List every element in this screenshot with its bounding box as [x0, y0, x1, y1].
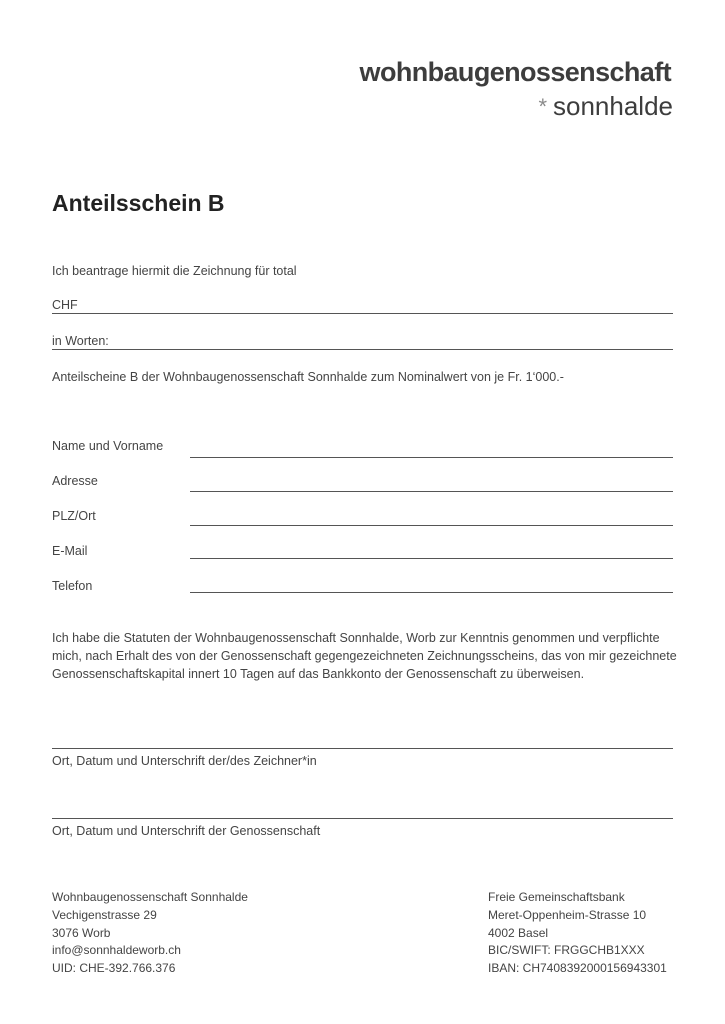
signature-coop-line[interactable]	[52, 818, 673, 819]
chf-label: CHF	[52, 298, 78, 312]
field-name-input[interactable]	[190, 457, 673, 458]
field-label-email: E-Mail	[52, 544, 88, 558]
shares-text: Anteilscheine B der Wohnbaugenossenschaft Sonnhalde zum Nominalwert von je Fr. 1‘000.-	[52, 370, 564, 384]
footer-city: 3076 Worb	[52, 925, 111, 940]
field-email-input[interactable]	[190, 558, 673, 559]
footer-bank-iban: IBAN: CH7408392000156943301	[488, 961, 667, 976]
statement-paragraph: Ich habe die Statuten der Wohnbaugenossenschaft Sonnhalde, Worb zur Kenntnis genommen und verpflichte mich, nach Erhalt des von der Genossenschaft gegengezeichneten Zeichnungsscheins, das von mir gezeichnete Genossenschaftskapital innert 10 Tagen auf das Bankkonto der Genossenschaft zu überweisen.	[52, 631, 677, 681]
signature-coop-label: Ort, Datum und Unterschrift der Genossenschaft	[52, 824, 321, 838]
field-label-phone: Telefon	[52, 579, 93, 593]
field-phone-input[interactable]	[190, 592, 673, 593]
field-address-input[interactable]	[190, 491, 673, 492]
logo-subline	[538, 91, 673, 122]
footer-org-name: Wohnbaugenossenschaft Sonnhalde	[52, 890, 248, 904]
footer-uid: UID: CHE-392.766.376	[52, 961, 176, 976]
footer-bank-name: Freie Gemeinschaftsbank	[488, 890, 625, 904]
field-label-name: Name und Vorname	[52, 439, 164, 453]
logo-wordmark: wohnbaugenossenschaft	[359, 57, 671, 87]
logo-subline-text: sonnhalde	[553, 91, 673, 121]
intro-text: Ich beantrage hiermit die Zeichnung für total	[52, 264, 297, 278]
footer-email[interactable]: info@sonnhaldeworb.ch	[52, 943, 181, 958]
signature-subscriber-line[interactable]	[52, 748, 673, 749]
footer-bank-bic: BIC/SWIFT: FRGGCHB1XXX	[488, 943, 645, 958]
field-label-zip-city: PLZ/Ort	[52, 509, 96, 523]
footer-street: Vechigenstrasse 29	[52, 907, 157, 922]
field-label-address: Adresse	[52, 474, 98, 488]
chf-input-line[interactable]	[52, 313, 673, 314]
document-title: Anteilsschein B	[52, 190, 225, 216]
footer-bank-city: 4002 Basel	[488, 925, 549, 940]
signature-subscriber-label: Ort, Datum und Unterschrift der/des Zeichner*in	[52, 754, 317, 768]
footer-bank-street: Meret-Oppenheim-Strasse 10	[488, 907, 647, 922]
words-input-line[interactable]	[52, 349, 673, 350]
footer-bank	[488, 889, 667, 978]
field-zip-city-input[interactable]	[190, 525, 673, 526]
footer-address	[52, 889, 248, 978]
words-label: in Worten:	[52, 334, 109, 348]
star-icon: *	[538, 93, 547, 119]
